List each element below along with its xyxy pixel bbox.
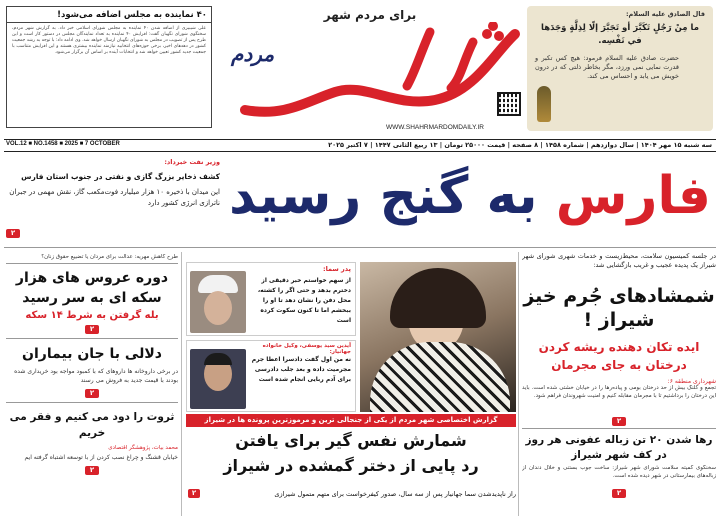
center-caption-bar: گزارش اختصاصی شهر مردم از یکی از جنجالی ترین و مرموزترین پرونده ها در شیراز	[186, 414, 516, 427]
hadith-box	[527, 6, 713, 131]
qr-code	[497, 92, 521, 116]
portrait-scarf-icon	[370, 342, 510, 412]
lawyer-quote-text: نه من اول گفت دادسرا اعطا جرم مجرمیت داده و بعد جلب دادرسی برای آدم ربایی انجام شده است	[251, 356, 351, 383]
right-page-ref-2[interactable]: ۲	[612, 489, 626, 498]
masthead-logo-small: مردم	[231, 42, 275, 66]
right-column	[522, 252, 716, 516]
center-photo	[360, 262, 516, 412]
center-page-ref[interactable]: ۲	[188, 489, 200, 498]
website: WWW.SHAHRMARDOMDAILY.IR	[386, 124, 484, 131]
lawyer-quote	[186, 340, 356, 412]
left-title-1-red: بله گرفتن به شرط ۱۴ سکه	[25, 310, 159, 321]
lantern-icon	[537, 86, 551, 122]
father-quote-label: پدر سما:	[323, 265, 351, 273]
headline-red: فارس	[555, 166, 711, 226]
lawyer-photo	[190, 349, 246, 409]
hair-icon	[204, 353, 232, 365]
masthead-tagline: برای مردم شهر	[323, 8, 417, 22]
right-body: تجمع و کلنگ بیش از حد درختان بومی و پیاده‌رها را در خیابان خشتی شده است. باید این درختان را برداشتیم تا با مجرمان مقابله کنیم و امنیت شهروندان فراهم شود.	[522, 385, 716, 399]
headline-navy: به گنج رسید	[229, 166, 538, 226]
right-title: شمشادهای جُرم خیز شیراز !	[523, 285, 715, 331]
left-rule-0	[6, 263, 178, 264]
left-column	[6, 254, 178, 516]
left-page-ref-1[interactable]: ۲	[85, 325, 99, 334]
right-subtitle: ایده تکان دهنده ریشه کردن درختان به جای مجرمان	[538, 340, 700, 372]
kicker-title: کشف ذخایر بزرگ گازی و نفتی در جنوب استان فارس	[21, 172, 220, 181]
col-divider-left	[181, 252, 182, 516]
left-top-note: طرح کاهش مهریه: عدالت برای مردان یا تضییع حقوق زنان؟	[41, 254, 178, 260]
face-icon	[204, 291, 232, 325]
right-intro: در جلسه کمیسیون سلامت، محیط‌زیست و خدمات شهری شورای شهر شیراز یک پدیده عجیب و غریب بازگشایی شد:	[522, 252, 716, 269]
hadith-translation: حضرت صادق علیه السلام فرمود: هیچ کس تکبر و قدرت نمایی نمی ورزد، مگر بخاطر ذلتی که در درون خویش می یابد و احساس می کند.	[535, 54, 679, 80]
left-byline-3: محمد بیات، پژوهشگر اقتصادی	[108, 445, 178, 451]
shahr-logo-icon	[225, 22, 530, 122]
center-subline: راز ناپدیدشدن سما جهانیار پس از سه سال، صدور کیفرخواست برای متهم متمول شیرازی	[274, 490, 516, 498]
kicker-label: وزیر نفت خبرداد:	[164, 158, 220, 166]
father-quote	[186, 262, 356, 336]
hadith-source: قال الصادق علیه السلام:	[625, 10, 705, 18]
left-body-3: خیابان قشنگ و چراغ نصب کردن از با توسعه اشتباه گرفته ایم	[24, 454, 178, 461]
right-page-ref[interactable]: ۲	[612, 417, 626, 426]
father-quote-text: از سهم خواستم خبر دقیقی از دخترم بدهد و حتی اگر را کشته، محل دفن را نشان دهد تا او را ببخشم اما تا کنون سکوت کرده است	[257, 277, 351, 324]
kicker-body: این میدان با ذخیره ۱۰ هزار میلیارد فوت‌مکعب گاز، نقش مهمی در جبران ناترازی انرژی کشور دارد	[9, 188, 220, 207]
left-title-2: دلالی با جان بیماران	[22, 346, 162, 362]
left-rule-1	[6, 338, 178, 339]
top-left-box	[6, 6, 212, 128]
center-title-1: شمارش نفس گیر برای یافتن	[235, 431, 467, 450]
dateline-left: VOL.12 ■ NO.1458 ■ 2025 ■ 7 OCTOBER	[6, 141, 120, 147]
left-title-3: ثروت را دود می کنیم و فقر می خریم	[9, 411, 175, 439]
headline-kicker	[6, 158, 220, 244]
right-story2-body: سخنگوی کمیته سلامت شورای شهر شیراز: ساخت جوب بستنی و خلال دندان از زباله‌های بیمارستانی در شهر دیده شده است.	[522, 465, 716, 479]
portrait-hair-icon	[390, 268, 486, 328]
hadith-arabic: ما مِنْ رَجُلٍ تَكَبَّرَ أو تَجَبَّرَ إلّا لِذِلَّةٍ وَجَدَها في نَفْسِه.	[541, 23, 699, 46]
father-photo	[190, 271, 246, 333]
dateline-right: سه شنبه ۱۵ مهر ۱۴۰۴ | سال دوازدهم | شماره ۱۴۵۸ | ۸ صفحه | قیمت ۲۵۰۰۰ تومان | ۱۳ ربیع الثانی ۱۴۴۷ | ۷ اکتبر ۲۰۲۵	[328, 141, 712, 149]
right-byline: شهرداری منطقه ۶:	[667, 378, 716, 385]
left-page-ref-2[interactable]: ۲	[85, 389, 99, 398]
top-left-box-body: علی شیبیری از اضافه شدن ۴۰ نماینده به مجلس شورای اسلامی خبر داد. به گزارش شهر مردم، سخنگوی شورای نگهبان گفت: افزایش ۴۰ نماینده به تعداد نمایندگان مجلس در دستور کار است و این طرح پس از تصویب در مجلس به شورای نگهبان ارسال خواهد شد. وی ادامه داد: با توجه به رشد جمعیت کشور در دهه‌های اخیر، برخی حوزه‌های انتخابیه نیازمند نماینده بیشتری هستند و این افزایش متناسب با جمعیت جدید کشور تعیین خواهد شد و انتخابات آینده بر اساس آن برگزار می‌شود.	[12, 26, 207, 55]
main-headline	[225, 152, 715, 240]
center-title-2: رد پایی از دختر گمشده در شیراز	[223, 456, 479, 475]
col-divider-right	[518, 252, 519, 516]
left-page-ref-3[interactable]: ۲	[85, 466, 99, 475]
top-left-box-title: ۴۰ نماینده به مجلس اضافه می‌شود!	[7, 7, 211, 23]
qr-code-icon	[499, 94, 519, 114]
dateline-bar	[4, 139, 716, 152]
lawyer-quote-label: آیدین سید یوسفی، وکیل خانواده جهانیار:	[262, 343, 351, 355]
left-rule-2	[6, 402, 178, 403]
right-story2-title: رها شدن ۲۰ تن زباله عفونی هر روز در کف شهر شیراز	[525, 434, 713, 461]
left-title-1: دوره عروس های هزار سکه ای به سر رسید	[15, 270, 169, 306]
left-body-2: در برخی داروخانه ها داروهای که با کمبود مواجه بود خریداری شده بودند با قیمت جدید به فروش می رسند	[14, 368, 178, 384]
headline-divider	[4, 247, 716, 248]
kicker-page-ref[interactable]: ۲	[6, 229, 20, 238]
masthead-logo	[225, 22, 530, 122]
right-divider	[522, 428, 716, 429]
